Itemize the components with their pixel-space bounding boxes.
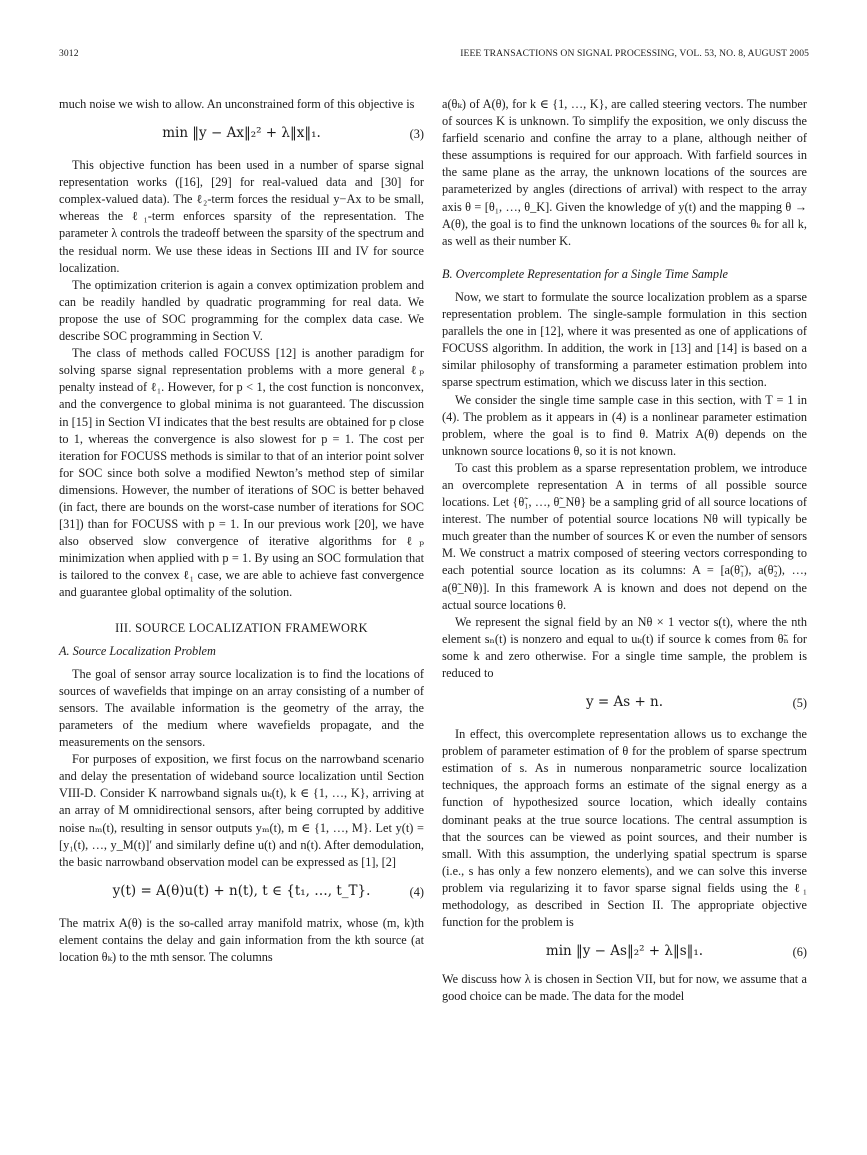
equation-5 — [442, 686, 807, 720]
paragraph: In effect, this overcomplete representation allows us to exchange the problem of parameter estimation of θ for the problem of sparse spectrum estimation of s. As in numerous nonparametric source localization techniques, the approach forms an estimate of the signal energy as a function of hypothesized source location, which ideally contains dominant peaks at the true source locations. The central assumption is that the sources can be viewed as point sources, and their number is small. With this assumption, the underlying spatial spectrum is sparse (i.e., s has only a few nonzero elements), and we can solve this inverse problem via regularizing it to favor sparse signal fields using the ℓ₁ methodology, as described in Section II. The appropriate objective function for the problem is — [442, 727, 807, 930]
paragraph: We consider the single time sample case in this section, with T = 1 in (4). The problem as it appears in (4) is a nonlinear parameter estimation problem, where the goal is to find θ. Matrix A(θ) depends on the unknown source locations θ, so it is not known. — [442, 392, 807, 458]
left-column — [59, 96, 424, 966]
equation-number: (5) — [792, 696, 807, 711]
paragraph: This objective function has been used in a number of sparse signal representation works ([16], [29] for real-valued data and [30] for complex-valued data). The ℓ₂-term forces the residual y−Ax to be small, whereas the ℓ₁-term enforces sparsity of the representation. The parameter λ controls the tradeoff between the sparsity of the spectrum and the residual norm. We use these ideas in Sections III and IV for source localization. — [59, 158, 424, 275]
subsection-title: B. Overcomplete Representation for a Single Time Sample — [442, 266, 728, 281]
paragraph: We represent the signal field by an Nθ × 1 vector s(t), where the nth element sₙ(t) is nonzero and equal to uₖ(t) if source k comes from θ̃ₙ for some k and zero otherwise. For a single time sample, the problem is reduced to — [442, 614, 807, 680]
subsection-title: A. Source Localization Problem — [59, 643, 216, 658]
paragraph: much noise we wish to allow. An unconstrained form of this objective is — [59, 97, 415, 111]
equation-4 — [59, 875, 424, 909]
section-title: III. SOURCE LOCALIZATION FRAMEWORK — [115, 620, 368, 635]
right-column — [442, 96, 807, 1005]
paragraph: The matrix A(θ) is the so-called array manifold matrix, whose (m, k)th element contains the delay and gain information from the kth source (at location θₖ) to the mth sensor. The columns — [59, 915, 424, 965]
equation-body: y(t) = A(θ)u(t) + n(t), t ∈ {t₁, …, t_T}. — [112, 882, 371, 899]
page-number: 3012 — [59, 48, 79, 59]
equation-number: (6) — [792, 945, 807, 960]
equation-6 — [442, 935, 807, 965]
equation-body: min ‖y − As‖₂² + λ‖s‖₁. — [545, 943, 704, 960]
equation-body: min ‖y − Ax‖₂² + λ‖x‖₁. — [162, 125, 321, 142]
paragraph: The class of methods called FOCUSS [12] is another paradigm for solving sparse signal representation problems with a more general ℓₚ penalty instead of ℓ₁. However, for p < 1, the cost function is nonconvex, and the convergence to global minima is not guaranteed. The discussion in [15] in Section VI indicates that the best results are obtained for p close to 1, whereas the convergence is also slowest for p = 1. The cost per iteration for FOCUSS methods is similar to that of an interior point solver for SOC since both solve a modified Newton’s method step of similar dimensions. However, the number of iterations of SOC is better behaved (in fact, there are bounds on the worst-case number of iterations for SOC [31]) than for FOCUSS with p = 1. In our previous work [20], we have also observed slow convergence of iterative algorithms for ℓₚ minimization when applied with p = 1. By using an SOC formulation that is tailored to the convex ℓ₁ case, we are able to achieve fast convergence and guarantee global optimality of the solution. — [59, 346, 424, 600]
paragraph: Now, we start to formulate the source localization problem as a sparse representation problem. The single-sample formulation in this section parallels the one in [12], where it was presented as one of applications of FOCUSS algorithm. In addition, the work in [13] and [14] is based on a similar philosophy of transforming a parameter estimation problem into sparse spectrum estimation, which we discuss later in this section. — [442, 289, 807, 390]
paragraph: The optimization criterion is again a convex optimization problem and can be readily handled by quadratic programming for real data. We propose the use of SOC programming for the complex data case. We describe SOC programming in Section V. — [59, 277, 424, 344]
equation-body: y = As + n. — [585, 694, 664, 711]
paragraph: The goal of sensor array source localization is to find the locations of sources of wavefields that impinge on an array consisting of a number of sensors. The available information is the geometry of the array, the parameters of the medium where wavefields propagate, and the measurements on the sensors. — [59, 666, 424, 750]
paragraph: To cast this problem as a sparse representation problem, we introduce an overcomplete representation A in terms of all possible source locations. Let {θ̃₁, …, θ̃_Nθ} be a sampling grid of all source locations of interest. The number of potential source locations Nθ will typically be much greater than the number of sources K or even the number of sensors M. We construct a matrix composed of steering vectors corresponding to each potential source location as its columns: A = [a(θ̃₁), a(θ̃₂), …, a(θ̃_Nθ)]. In this framework A is known and does not depend on the actual source locations θ. — [442, 460, 807, 612]
equation-number: (3) — [409, 127, 424, 142]
equation-3 — [59, 117, 424, 151]
paragraph: For purposes of exposition, we first focus on the narrowband scenario and delay the presentation of wideband source localization until Section VIII-D. Consider K narrowband signals uₖ(t), k ∈ {1, …, K}, arriving at an array of M omnidirectional sensors, after being corrupted by additive noise nₘ(t), resulting in sensor outputs yₘ(t), m ∈ {1, …, M}. Let y(t) = [y₁(t), …, y_M(t)]′ and similarly define u(t) and n(t). After demodulation, the basic narrowband observation model can be expressed as [1], [2] — [59, 752, 424, 869]
paragraph: We discuss how λ is chosen in Section VII, but for now, we assume that a good choice can be made. The data for the model — [442, 972, 807, 1004]
equation-number: (4) — [409, 884, 424, 899]
running-header: IEEE TRANSACTIONS ON SIGNAL PROCESSING, VOL. 53, NO. 8, AUGUST 2005 — [460, 48, 809, 59]
paragraph: a(θₖ) of A(θ), for k ∈ {1, …, K}, are called steering vectors. The number of sources K is unknown. To simplify the exposition, we only discuss the farfield scenario and confine the array to a plane, although neither of these assumptions is required for our approach. With farfield sources in the same plane as the array, the unknown locations of the sources are parameterized by angles (directions of arrival) with respect to the array axis θ = [θ₁, …, θ_K]. Given the knowledge of y(t) and the mapping θ → A(θ), the goal is to find the unknown locations of the sources θₖ for all k, as well as their number K. — [442, 97, 807, 248]
